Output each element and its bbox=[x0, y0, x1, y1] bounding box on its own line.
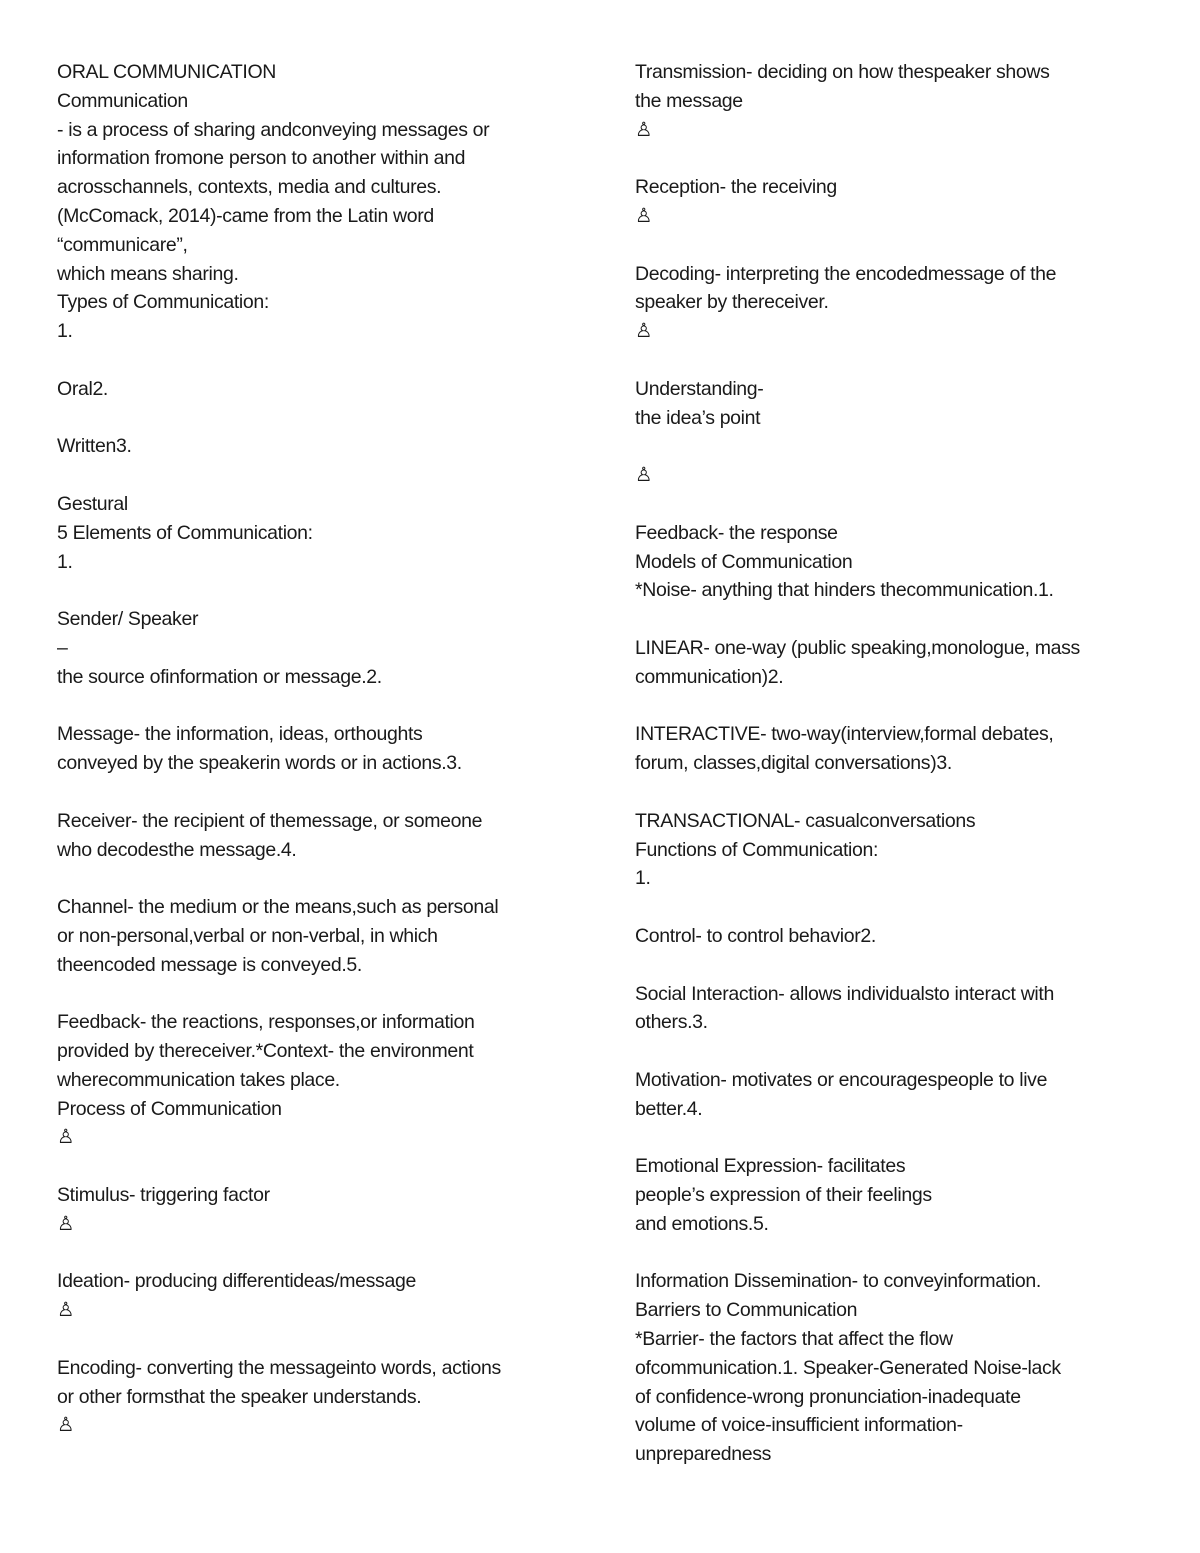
blank-line bbox=[635, 1123, 1145, 1152]
text-line: communication)2. bbox=[635, 665, 784, 688]
text-line: Message- the information, ideas, orthoughts bbox=[57, 723, 423, 746]
blank-line bbox=[635, 951, 1145, 980]
text-line: INTERACTIVE- two-way(interview,formal debates, bbox=[635, 723, 1054, 746]
pawn-bullet-icon: ♙ bbox=[57, 1211, 75, 1235]
blank-line bbox=[635, 144, 1145, 173]
text-line: Emotional Expression- facilitates bbox=[635, 1155, 906, 1178]
text-line: Reception- the receiving bbox=[635, 176, 837, 199]
text-line: Types of Communication: bbox=[57, 291, 269, 314]
left-column bbox=[57, 58, 577, 1440]
blank-line bbox=[57, 980, 577, 1009]
text-line: Oral2. bbox=[57, 377, 109, 400]
text-line: *Barrier- the factors that affect the flow bbox=[635, 1328, 953, 1351]
blank-line bbox=[635, 490, 1145, 519]
text-line: Receiver- the recipient of themessage, or someone bbox=[57, 809, 483, 832]
text-line: and emotions.5. bbox=[635, 1212, 769, 1235]
text-line: Gestural bbox=[57, 492, 128, 515]
text-line: Communication bbox=[57, 89, 188, 112]
blank-line bbox=[635, 893, 1145, 922]
text-line: Feedback- the response bbox=[635, 521, 838, 544]
text-line: the source ofinformation or message.2. bbox=[57, 665, 382, 688]
text-line: ofcommunication.1. Speaker-Generated Noise-lack bbox=[635, 1356, 1061, 1379]
blank-line bbox=[635, 692, 1145, 721]
pawn-bullet-icon: ♙ bbox=[635, 463, 653, 487]
text-line: LINEAR- one-way (public speaking,monologue, mass bbox=[635, 636, 1080, 659]
text-line: Motivation- motivates or encouragespeople to live bbox=[635, 1068, 1048, 1091]
text-line: *Noise- anything that hinders thecommunication.1. bbox=[635, 579, 1054, 602]
text-line: ORAL COMMUNICATION bbox=[57, 61, 277, 83]
text-line: or non-personal,verbal or non-verbal, in which bbox=[57, 924, 438, 947]
text-line: Models of Communication bbox=[635, 550, 853, 573]
text-line: Encoding- converting the messageinto words, actions bbox=[57, 1356, 501, 1379]
blank-line bbox=[57, 346, 577, 375]
text-line: Process of Communication bbox=[57, 1097, 282, 1120]
text-line: who decodesthe message.4. bbox=[57, 838, 297, 861]
pawn-bullet-icon: ♙ bbox=[57, 1298, 75, 1322]
blank-line bbox=[57, 461, 577, 490]
text-line: 1. bbox=[635, 867, 651, 890]
text-line: Channel- the medium or the means,such as personal bbox=[57, 896, 499, 919]
text-line: wherecommunication takes place. bbox=[57, 1068, 340, 1091]
text-line: forum, classes,digital conversations)3. bbox=[635, 752, 952, 775]
blank-line bbox=[57, 1239, 577, 1268]
text-line: of confidence-wrong pronunciation-inadequate bbox=[635, 1385, 1021, 1408]
text-line: the idea’s point bbox=[635, 406, 761, 429]
blank-line bbox=[635, 231, 1145, 260]
text-line: Transmission- deciding on how thespeaker shows bbox=[635, 61, 1050, 83]
text-line: Ideation- producing differentideas/message bbox=[57, 1270, 416, 1293]
blank-line bbox=[635, 346, 1145, 375]
text-line: 1. bbox=[57, 550, 73, 573]
text-line: Decoding- interpreting the encodedmessage of the bbox=[635, 262, 1057, 285]
text-line: Written3. bbox=[57, 435, 132, 458]
text-line: Social Interaction- allows individualsto interact with bbox=[635, 982, 1054, 1005]
right-column bbox=[635, 58, 1145, 1469]
blank-line bbox=[57, 1152, 577, 1181]
blank-line bbox=[635, 1037, 1145, 1066]
text-line: Control- to control behavior2. bbox=[635, 924, 876, 947]
pawn-bullet-icon: ♙ bbox=[635, 319, 653, 343]
text-line: acrosschannels, contexts, media and cultures. bbox=[57, 176, 442, 199]
text-line: Functions of Communication: bbox=[635, 838, 879, 861]
text-line: – bbox=[57, 636, 68, 659]
text-line: - is a process of sharing andconveying messages or bbox=[57, 118, 490, 141]
blank-line bbox=[57, 1325, 577, 1354]
text-line: Sender/ Speaker bbox=[57, 608, 199, 631]
text-line: theencoded message is conveyed.5. bbox=[57, 953, 362, 976]
blank-line bbox=[57, 778, 577, 807]
blank-line bbox=[635, 432, 1145, 461]
text-line: (McComack, 2014)-came from the Latin word bbox=[57, 204, 434, 227]
pawn-bullet-icon: ♙ bbox=[635, 117, 653, 141]
text-line: Barriers to Communication bbox=[635, 1299, 858, 1322]
text-line: 5 Elements of Communication: bbox=[57, 521, 313, 544]
pawn-bullet-icon: ♙ bbox=[57, 1413, 75, 1437]
pawn-bullet-icon: ♙ bbox=[635, 203, 653, 227]
blank-line bbox=[57, 864, 577, 893]
blank-line bbox=[57, 576, 577, 605]
blank-line bbox=[635, 1239, 1145, 1268]
blank-line bbox=[635, 605, 1145, 634]
text-line: “communicare”, bbox=[57, 233, 188, 256]
text-line: Information Dissemination- to conveyinformation. bbox=[635, 1270, 1041, 1293]
text-line: conveyed by the speakerin words or in actions.3. bbox=[57, 752, 462, 775]
text-line: provided by thereceiver.*Context- the environment bbox=[57, 1040, 474, 1063]
text-line: the message bbox=[635, 89, 743, 112]
text-line: Understanding- bbox=[635, 377, 764, 400]
text-line: volume of voice-insufficient information- bbox=[635, 1414, 963, 1437]
text-line: others.3. bbox=[635, 1011, 708, 1034]
blank-line bbox=[57, 692, 577, 721]
text-line: 1. bbox=[57, 320, 73, 343]
text-line: people’s expression of their feelings bbox=[635, 1184, 932, 1207]
blank-line bbox=[635, 778, 1145, 807]
text-line: information fromone person to another within and bbox=[57, 147, 466, 170]
text-line: or other formsthat the speaker understands. bbox=[57, 1385, 422, 1408]
text-line: speaker by thereceiver. bbox=[635, 291, 829, 314]
text-line: Feedback- the reactions, responses,or information bbox=[57, 1011, 475, 1034]
text-line: TRANSACTIONAL- casualconversations bbox=[635, 809, 976, 832]
text-line: unpreparedness bbox=[635, 1443, 772, 1466]
text-line: better.4. bbox=[635, 1097, 703, 1120]
blank-line bbox=[57, 404, 577, 433]
text-line: Stimulus- triggering factor bbox=[57, 1184, 270, 1207]
text-line: which means sharing. bbox=[57, 262, 239, 285]
pawn-bullet-icon: ♙ bbox=[57, 1125, 75, 1149]
